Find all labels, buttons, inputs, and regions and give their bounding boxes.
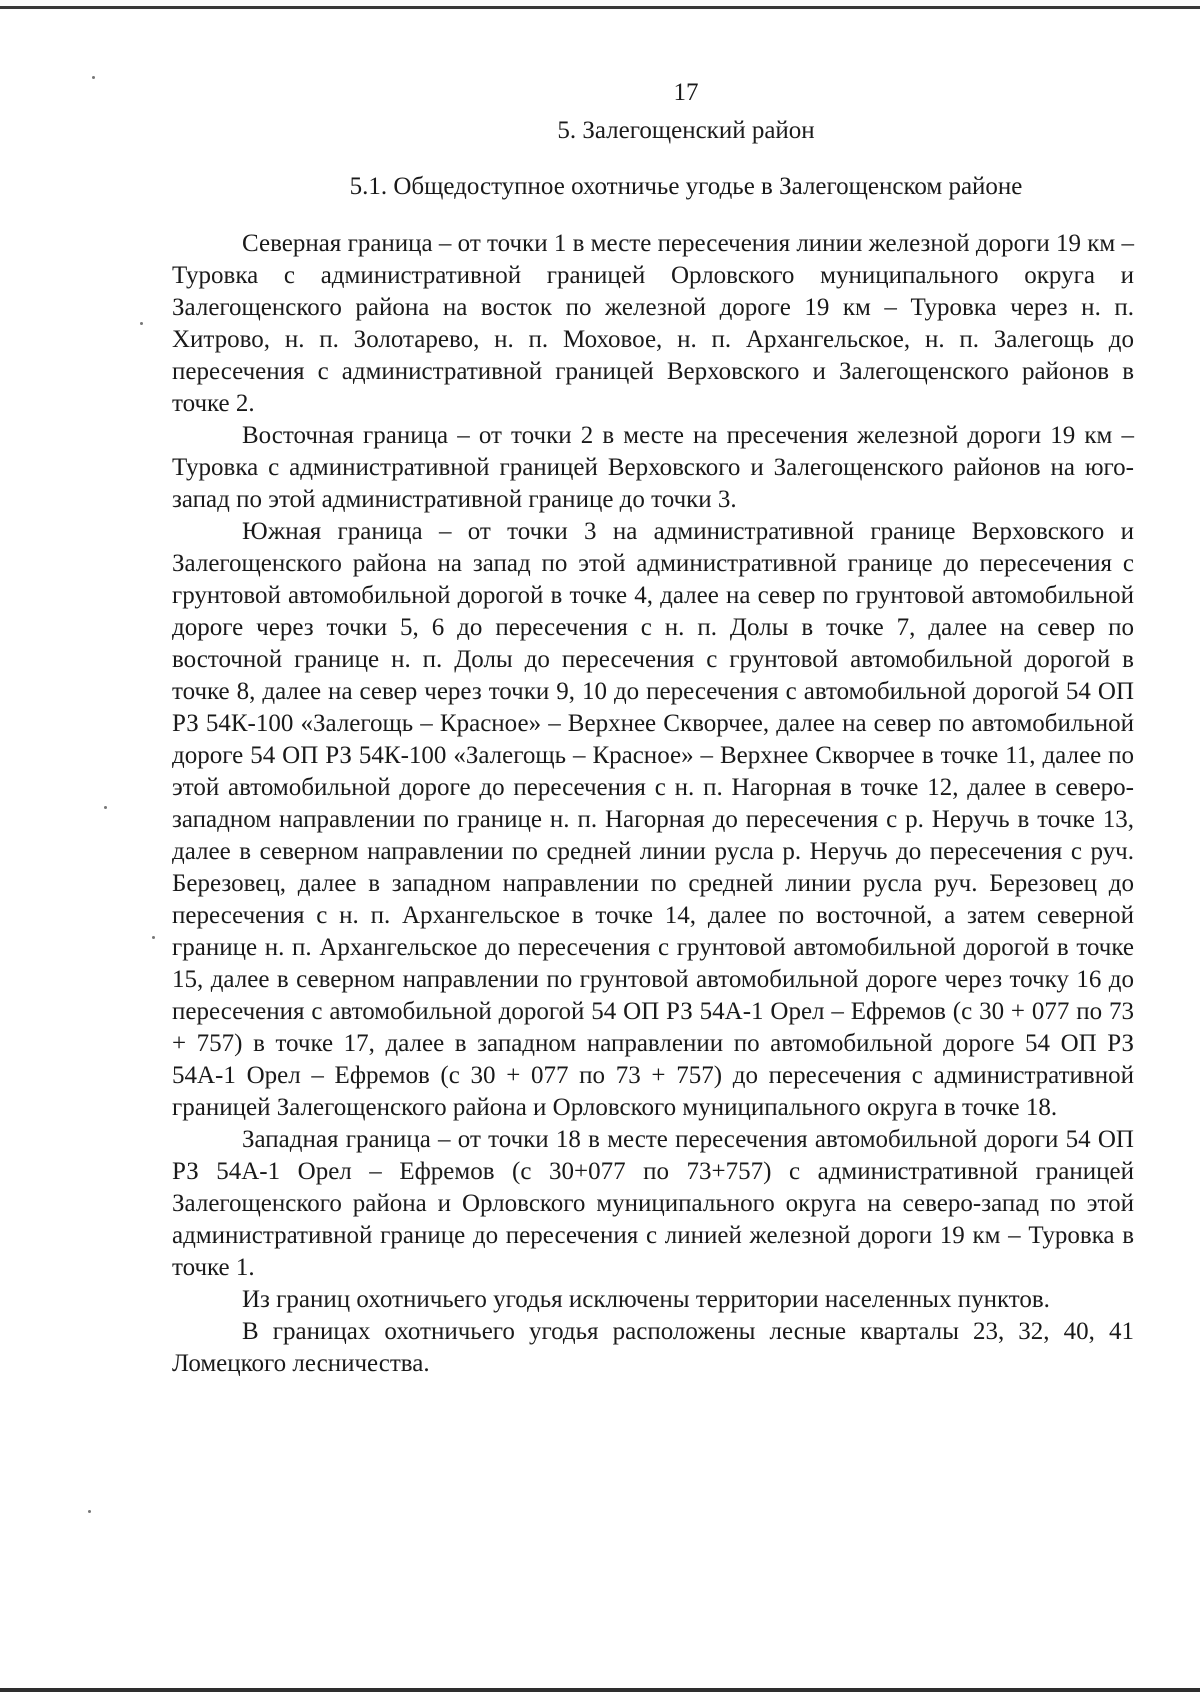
paragraph-exclusions: Из границ охотничьего угодья исключены территории населенных пунктов. [242,1286,1050,1313]
document-page [172,78,1134,1380]
scan-speck [152,936,155,939]
paragraph-eastern-border: Восточная граница – от точки 2 в месте на пресечения железной дороги 19 км – Туровка с административной границей Верховского и Залегощенского районов на юго-запад по этой административной границе до точки 3. [172,422,1134,513]
paragraph-western-border: Западная граница – от точки 18 в месте пересечения автомобильной дороги 54 ОП РЗ 54А-1 Орел – Ефремов (с 30+077 по 73+757) с административной границей Залегощенского района и Орловского муниципального округа на северо-запад по этой административной границе до пересечения с линией железной дороги 19 км – Туровка в точке 1. [172,1126,1134,1281]
page-number: 17 [673,79,699,106]
scan-speck [104,806,107,809]
scan-speck [88,1510,91,1513]
section-title: 5. Залегощенский район [557,117,815,144]
scan-speck [140,322,143,325]
paragraph-northern-border: Северная граница – от точки 1 в месте пересечения линии железной дороги 19 км – Туровка с административной границей Орловского муниципального округа и Залегощенского района на восток по железной дороге 19 км – Туровка через н. п. Хитрово, н. п. Золотарево, н. п. Моховое, н. п. Архангельское, н. п. Залегощь до пересечения с административной границей Верховского и Залегощенского районов в точке 2. [172,230,1134,417]
paragraph-forest-quarters: В границах охотничьего угодья расположены лесные кварталы 23, 32, 40, 41 Ломецкого лесничества. [172,1318,1134,1377]
scan-speck [92,76,95,79]
scan-bottom-edge [0,1688,1200,1692]
subsection-title: 5.1. Общедоступное охотничье угодье в Залегощенском районе [349,173,1023,200]
paragraph-southern-border: Южная граница – от точки 3 на административной границе Верховского и Залегощенского района на запад по этой административной границе до пересечения с грунтовой автомобильной дорогой в точке 4, далее на север по грунтовой автомобильной дороге через точки 5, 6 до пересечения с н. п. Долы в точке 7, далее на север по восточной границе н. п. Долы до пересечения с грунтовой автомобильной дорогой в точке 8, далее на север через точки 9, 10 до пересечения с автомобильной дорогой 54 ОП РЗ 54К-100 «Залегощь – Красное» – Верхнее Скворчее, далее на север по автомобильной дороге 54 ОП РЗ 54К-100 «Залегощь – Красное» – Верхнее Скворчее в точке 11, далее по этой автомобильной дороге до пересечения с н. п. Нагорная в точке 12, далее в северо-западном направлении по границе н. п. Нагорная до пересечения с р. Неручь в точке 13, далее в северном направлении по средней линии русла р. Неручь до пересечения с руч. Березовец, далее в западном направлении по средней линии русла руч. Березовец до пересечения с н. п. Архангельское в точке 14, далее по восточной, а затем северной границе н. п. Архангельское до пересечения с грунтовой автомобильной дорогой в точке 15, далее в северном направлении по грунтовой автомобильной дороге через точку 16 до пересечения с автомобильной дорогой 54 ОП РЗ 54А-1 Орел – Ефремов (с 30 + 077 по 73 + 757) в точке 17, далее в западном направлении по автомобильной дороге 54 ОП РЗ 54А-1 Орел – Ефремов (с 30 + 077 по 73 + 757) до пересечения с административной границей Залегощенского района и Орловского муниципального округа в точке 18. [172,518,1134,1121]
scan-top-edge [0,6,1200,9]
